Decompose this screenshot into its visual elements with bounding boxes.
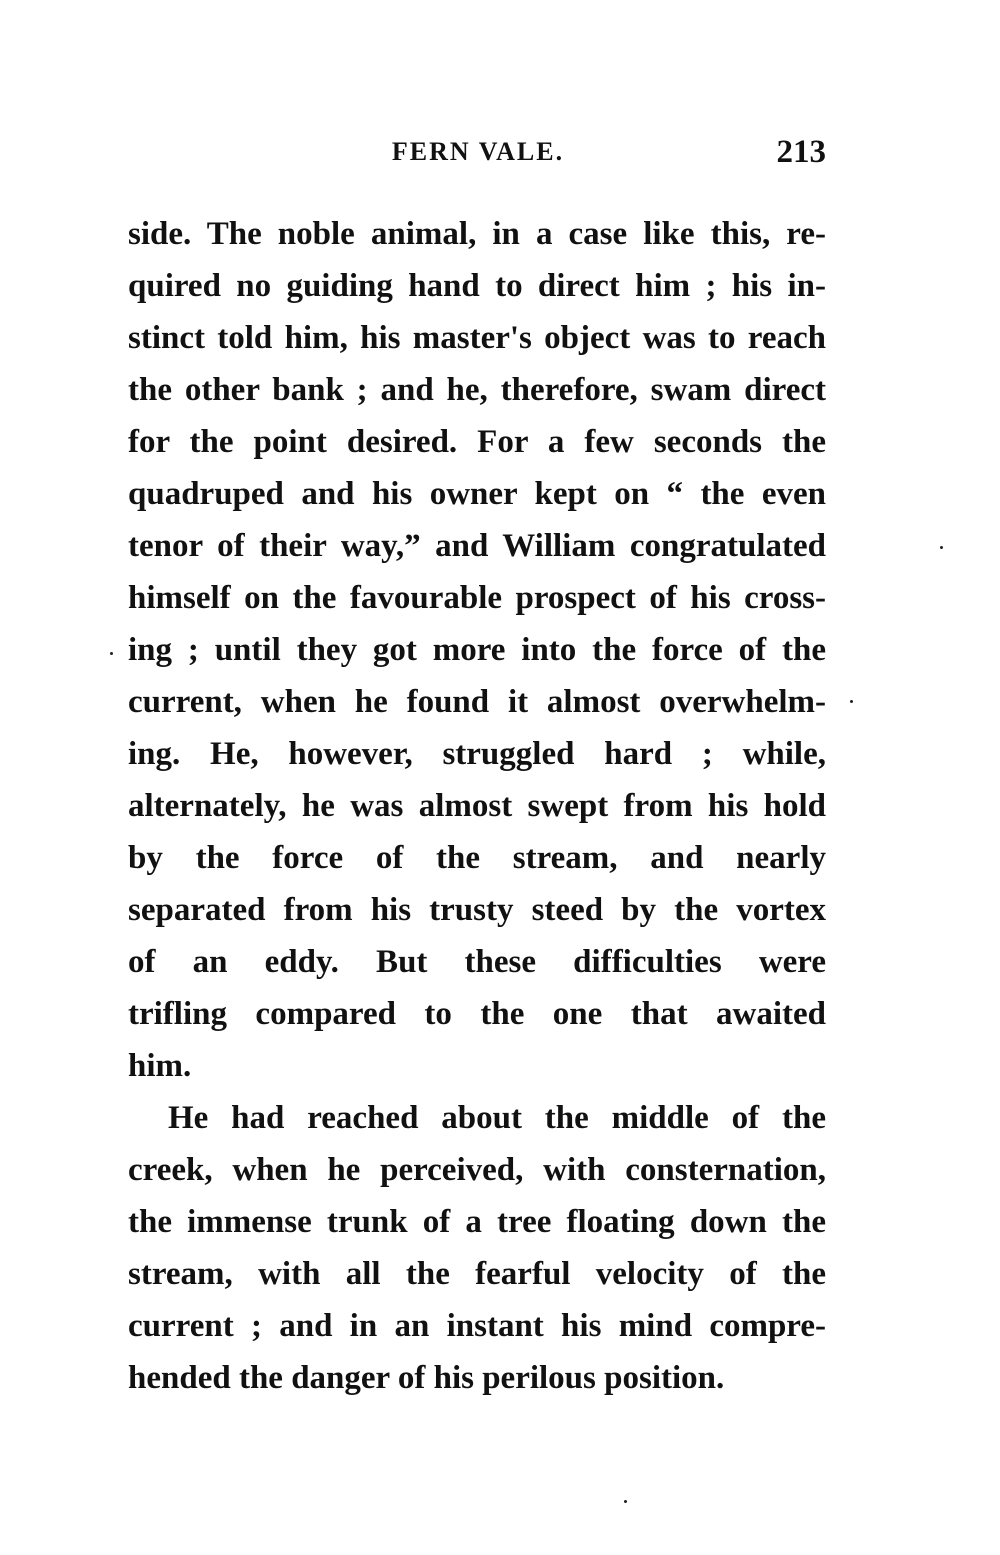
text-line: ing ; until they got more into the force of the [128, 632, 826, 668]
text-line: tenor of their way,” and William congratulated [128, 528, 826, 564]
text-line: quired no guiding hand to direct him ; his in- [128, 268, 826, 304]
text-line: hended the danger of his perilous position. [128, 1360, 725, 1396]
text-line: trifling compared to the one that awaited [128, 996, 826, 1032]
print-speck [624, 1500, 627, 1503]
running-head [128, 128, 828, 176]
text-line: by the force of the stream, and nearly [128, 840, 826, 876]
paragraph-1 [128, 208, 826, 1092]
text-line: stream, with all the fearful velocity of the [128, 1256, 826, 1292]
print-speck [110, 652, 113, 655]
text-line: stinct told him, his master's object was to reach [128, 320, 826, 356]
print-speck [940, 546, 943, 549]
text-line: the immense trunk of a tree floating down the [128, 1204, 826, 1240]
running-title: FERN VALE. [391, 137, 565, 166]
text-line: of an eddy. But these difficulties were [128, 944, 826, 980]
text-line: him. [128, 1048, 192, 1084]
paragraph-2 [128, 1092, 826, 1404]
text-line: himself on the favourable prospect of his cross- [128, 580, 826, 616]
page-number: 213 [776, 134, 826, 170]
text-line: ing. He, however, struggled hard ; while, [128, 736, 826, 772]
text-line: current, when he found it almost overwhelm- [128, 684, 826, 720]
text-line: for the point desired. For a few seconds the [128, 424, 826, 460]
text-line: quadruped and his owner kept on “ the even [128, 476, 826, 512]
text-line: He had reached about the middle of the [168, 1100, 826, 1136]
text-line: the other bank ; and he, therefore, swam direct [128, 372, 826, 408]
text-line: separated from his trusty steed by the vortex [128, 892, 826, 928]
text-line: alternately, he was almost swept from his hold [128, 788, 826, 824]
text-line: current ; and in an instant his mind compre- [128, 1308, 826, 1344]
text-line: side. The noble animal, in a case like this, re- [128, 216, 826, 252]
print-speck [850, 700, 853, 703]
text-line: creek, when he perceived, with consternation, [128, 1152, 826, 1188]
